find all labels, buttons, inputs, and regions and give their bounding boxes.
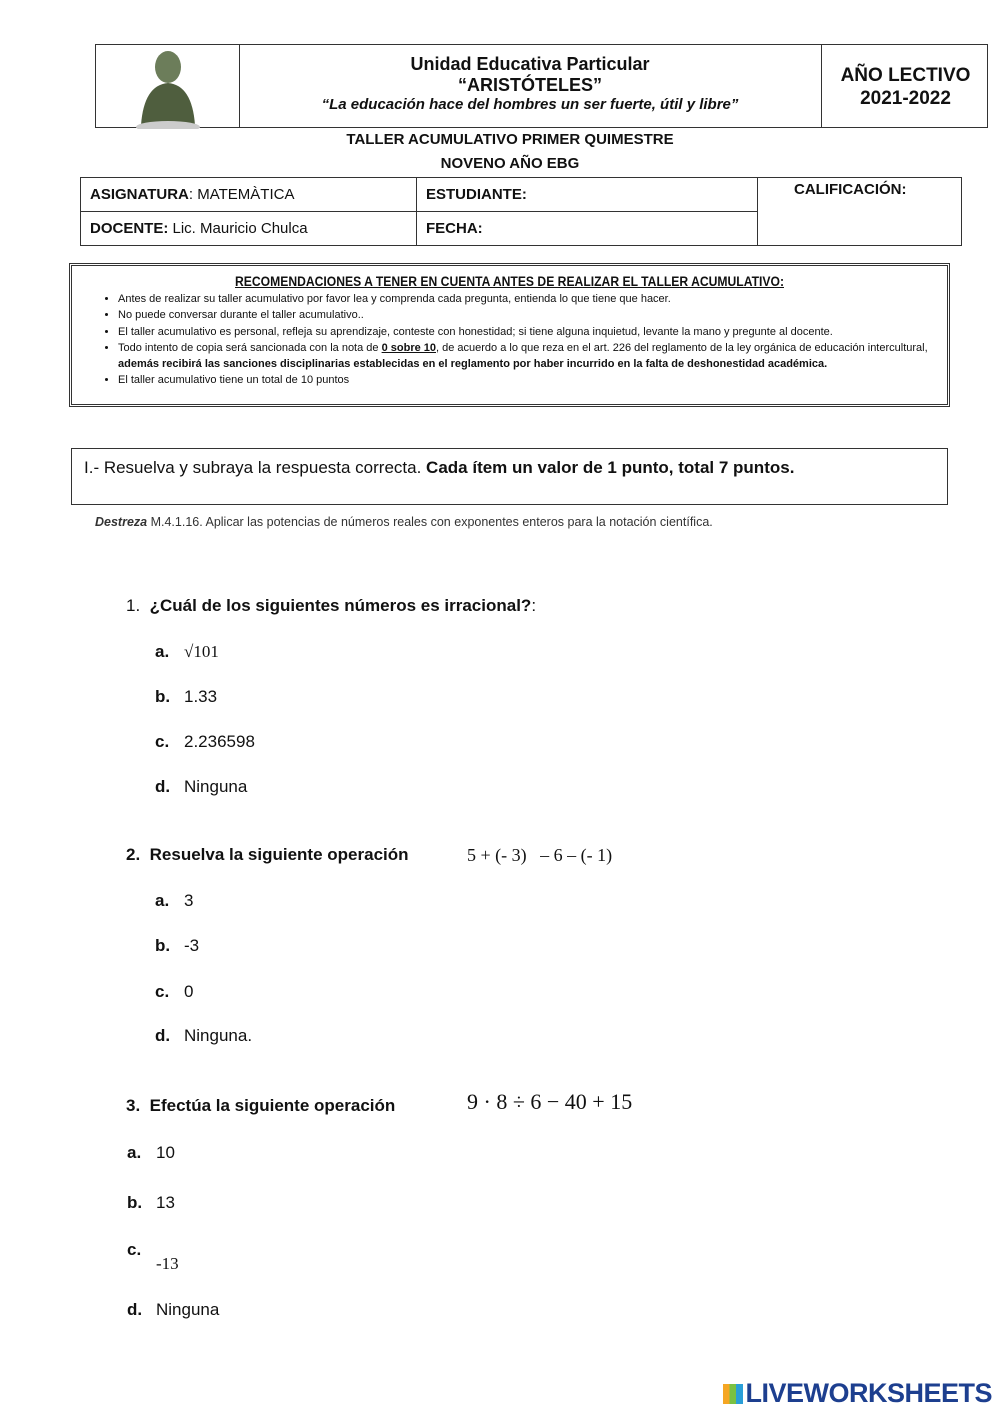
destreza-label: Destreza: [95, 515, 148, 529]
opt-value: 13: [156, 1193, 175, 1212]
q-num: 1.: [126, 596, 141, 615]
opt-letter: a.: [127, 1143, 142, 1162]
q-text: ¿Cuál de los siguientes números es irracional?: [149, 596, 532, 615]
option[interactable]: [155, 1026, 252, 1046]
opt-value: Ninguna: [156, 1300, 220, 1319]
asignatura-label: ASIGNATURA: [90, 186, 189, 203]
fecha-label[interactable]: FECHA:: [426, 220, 483, 237]
year-label: AÑO LECTIVO: [840, 65, 971, 86]
school-name: “ARISTÓTELES”: [457, 75, 602, 95]
worksheet-title: TALLER ACUMULATIVO PRIMER QUIMESTRE: [346, 131, 674, 148]
opt-letter: b.: [127, 1193, 143, 1212]
opt-value: -13: [156, 1254, 179, 1273]
q-suffix: :: [531, 596, 537, 615]
worksheet-grade: NOVENO AÑO EBG: [440, 155, 580, 172]
estudiante-label[interactable]: ESTUDIANTE:: [426, 186, 527, 203]
recommendation-item: [118, 340, 947, 373]
docente-label: DOCENTE:: [90, 220, 169, 237]
option[interactable]: [127, 1143, 175, 1163]
recommendation-item: • El taller acumulativo tiene un total de 10 puntos: [118, 372, 947, 388]
opt-letter: a.: [155, 642, 170, 661]
opt-value: 2.236598: [184, 732, 255, 751]
opt-value: 0: [184, 982, 194, 1001]
asignatura-value: : MATEMÀTICA: [188, 186, 295, 203]
opt-letter: c.: [155, 982, 170, 1001]
question-2: [126, 845, 409, 865]
rec-text-bold: además recibirá las sanciones disciplinarias establecidas en el reglamento por haber incurrido en la falta de deshonestidad académica.: [118, 358, 828, 371]
section-points: Cada ítem un valor de 1 punto, total 7 puntos.: [426, 458, 795, 477]
recommendations-box: [69, 263, 950, 407]
q-num: 2.: [126, 845, 141, 864]
opt-letter: b.: [155, 936, 171, 955]
lws-icon: [723, 1384, 743, 1404]
opt-letter: a.: [155, 891, 170, 910]
opt-letter: d.: [155, 777, 171, 796]
docente-value: Lic. Mauricio Chulca: [168, 220, 308, 237]
q3-expression: 9 · 8 ÷ 6 − 40 + 15: [467, 1089, 633, 1114]
recommendation-item: • El taller acumulativo es personal, refleja su aprendizaje, conteste con honestidad; si tiene alguna inquietud, levante la mano y pregunte al docente.: [118, 324, 947, 340]
option[interactable]: [155, 687, 217, 707]
option[interactable]: [155, 732, 255, 752]
student-info-table: [80, 177, 962, 246]
liveworksheets-logo: [723, 1378, 992, 1409]
option[interactable]: [127, 1193, 175, 1213]
rec-grade: 0 sobre 10: [381, 341, 437, 354]
aristotle-bust-image: [96, 45, 240, 127]
rec-text: , de acuerdo a lo que reza en el art. 226 del reglamento de la ley orgánica de educación intercultural,: [436, 341, 928, 354]
opt-value: 3: [184, 891, 194, 910]
option[interactable]: [155, 777, 247, 797]
recommendation-item: • No puede conversar durante el taller acumulativo..: [118, 307, 947, 323]
option[interactable]: [155, 642, 219, 662]
recommendations-title: RECOMENDACIONES A TENER EN CUENTA ANTES DE REALIZAR EL TALLER ACUMULATIVO:: [235, 274, 784, 289]
school-line1: Unidad Educativa Particular: [410, 54, 650, 74]
school-header: [95, 44, 988, 128]
option[interactable]: [155, 936, 199, 956]
calificacion-label: CALIFICACIÓN:: [794, 181, 907, 198]
option[interactable]: [127, 1240, 179, 1273]
rec-text: Todo intento de copia será sancionada con la nota de: [118, 341, 382, 354]
recommendation-item: • Antes de realizar su taller acumulativo por favor lea y comprenda cada pregunta, entienda lo que tiene que hacer.: [118, 291, 947, 307]
opt-letter: d.: [155, 1026, 171, 1045]
watermark-text: LIVEWORKSHEETS: [745, 1378, 992, 1408]
destreza-text: M.4.1.16. Aplicar las potencias de números reales con exponentes enteros para la notación científica.: [147, 515, 713, 529]
opt-value: -3: [184, 936, 200, 955]
q2-expression: 5 + (- 3) – 6 – (- 1): [467, 845, 613, 865]
option[interactable]: [127, 1300, 219, 1320]
question-1: [126, 596, 536, 616]
opt-letter: b.: [155, 687, 171, 706]
school-motto: “La educación hace del hombres un ser fuerte, útil y libre”: [321, 96, 739, 113]
q-num: 3.: [126, 1096, 141, 1115]
question-3: [126, 1096, 395, 1116]
opt-value: Ninguna.: [184, 1026, 253, 1045]
q-text: Resuelva la siguiente operación: [149, 845, 409, 864]
destreza: [95, 515, 713, 529]
opt-letter: c.: [127, 1240, 142, 1259]
opt-value: 1.33: [184, 687, 218, 706]
section-intro: I.- Resuelva y subraya la respuesta correcta.: [84, 458, 427, 477]
opt-letter: c.: [155, 732, 170, 751]
opt-value: 10: [156, 1143, 175, 1162]
opt-letter: d.: [127, 1300, 143, 1319]
opt-value: √101: [184, 642, 219, 661]
school-year: 2021-2022: [860, 88, 951, 109]
q-text: Efectúa la siguiente operación: [149, 1096, 396, 1115]
section-instructions: [71, 448, 948, 505]
option[interactable]: [155, 891, 193, 911]
opt-value: Ninguna: [184, 777, 248, 796]
option[interactable]: [155, 982, 193, 1002]
